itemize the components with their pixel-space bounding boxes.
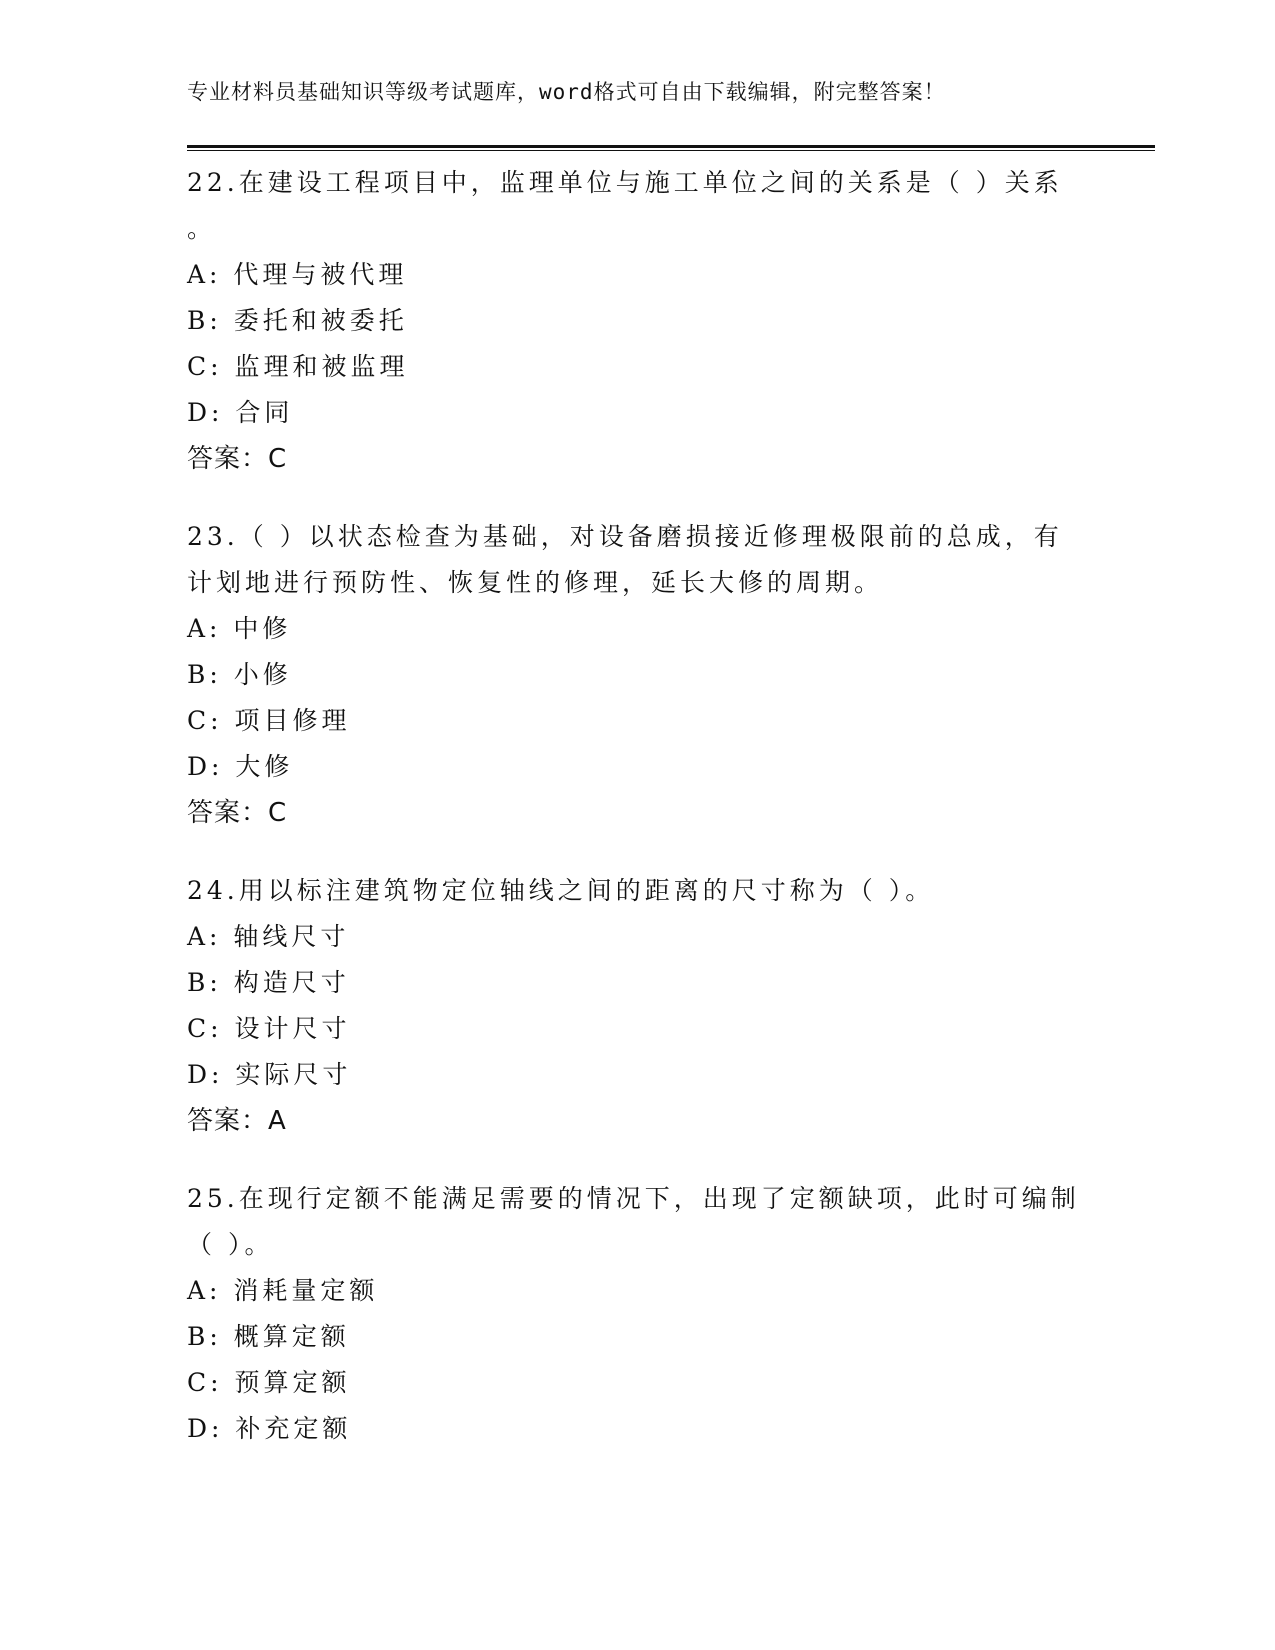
option-a: A: 中修	[187, 614, 292, 643]
question-stem: 。	[187, 214, 217, 243]
option-b: B: 小修	[187, 660, 292, 689]
option-d: D: 实际尺寸	[187, 1060, 352, 1089]
option-a: A: 代理与被代理	[187, 260, 408, 289]
answer: 答案：C	[187, 798, 288, 828]
question-stem: 计划地进行预防性、恢复性的修理，延长大修的周期。	[187, 568, 884, 597]
option-c: C: 预算定额	[187, 1368, 351, 1397]
option-c: C: 项目修理	[187, 706, 351, 735]
question-stem: 23.（ ）以状态检查为基础，对设备磨损接近修理极限前的总成，有	[187, 522, 1063, 551]
question-25	[187, 1176, 1087, 1452]
answer: 答案：A	[187, 1106, 287, 1136]
option-b: B: 概算定额	[187, 1322, 350, 1351]
question-stem: （ ）。	[187, 1230, 274, 1259]
option-d: D: 合同	[187, 398, 294, 427]
question-stem: 25.在现行定额不能满足需要的情况下，出现了定额缺项，此时可编制	[187, 1184, 1080, 1213]
question-stem: 22.在建设工程项目中，监理单位与施工单位之间的关系是（ ）关系	[187, 168, 1063, 197]
page-header: 专业材料员基础知识等级考试题库，word格式可自由下载编辑，附完整答案！	[187, 80, 946, 104]
option-c: C: 监理和被监理	[187, 352, 409, 381]
question-24	[187, 868, 1087, 1144]
option-c: C: 设计尺寸	[187, 1014, 351, 1043]
option-b: B: 委托和被委托	[187, 306, 408, 335]
question-stem: 24.用以标注建筑物定位轴线之间的距离的尺寸称为（ ）。	[187, 876, 935, 905]
option-d: D: 大修	[187, 752, 294, 781]
question-list	[187, 160, 1087, 1484]
question-23	[187, 514, 1087, 836]
question-22	[187, 160, 1087, 482]
option-b: B: 构造尺寸	[187, 968, 350, 997]
option-a: A: 消耗量定额	[187, 1276, 379, 1305]
header-divider	[187, 145, 1155, 151]
option-d: D: 补充定额	[187, 1414, 352, 1443]
option-a: A: 轴线尺寸	[187, 922, 350, 951]
answer: 答案：C	[187, 444, 288, 474]
